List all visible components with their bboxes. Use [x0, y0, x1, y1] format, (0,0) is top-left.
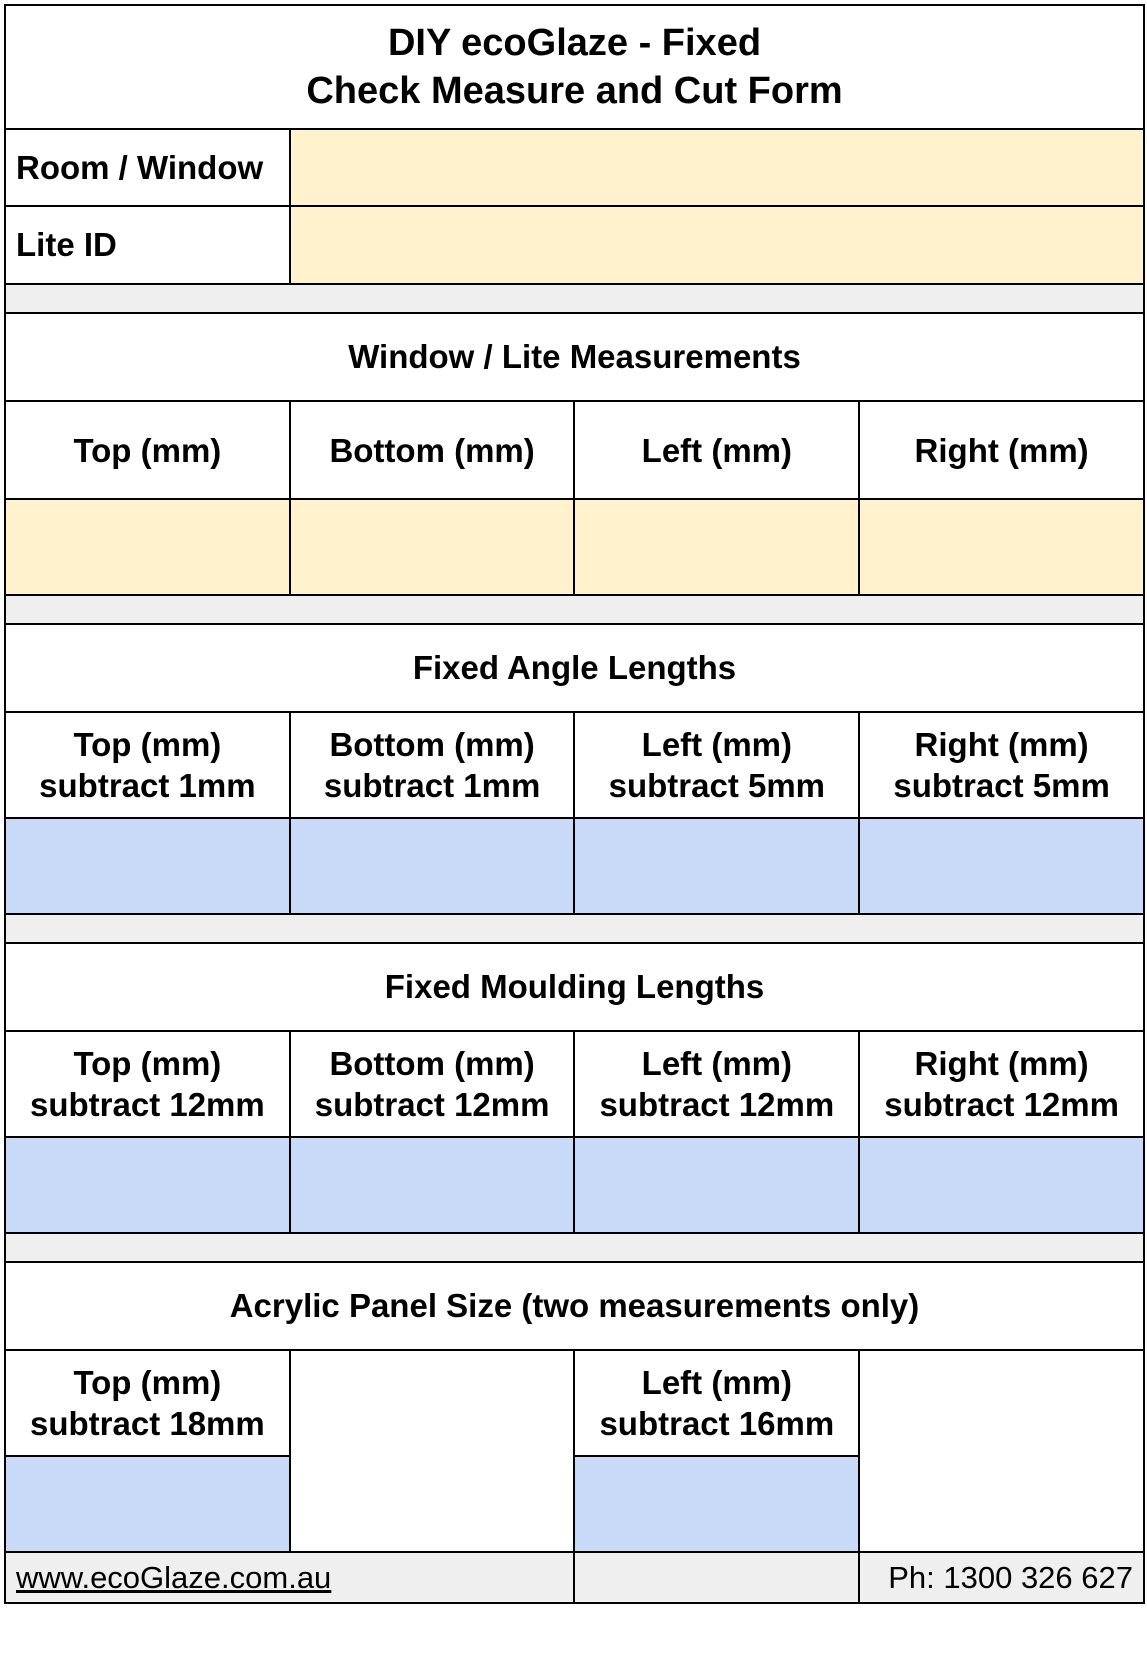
measure-cut-form	[4, 4, 1145, 1604]
acrylic-col-top	[5, 1350, 290, 1456]
room-window-input[interactable]	[290, 129, 1144, 206]
angle-col-left-note: subtract 5mm	[608, 767, 826, 804]
window-lite-col-bottom: Bottom (mm)	[290, 401, 575, 499]
section-divider	[5, 1233, 1144, 1262]
moulding-col-left	[574, 1031, 859, 1137]
moulding-col-right	[859, 1031, 1144, 1137]
moulding-col-right-note: subtract 12mm	[884, 1086, 1119, 1123]
angle-bottom-cell[interactable]	[290, 818, 575, 914]
angle-col-right	[859, 712, 1144, 818]
acrylic-col-left	[574, 1350, 859, 1456]
moulding-right-cell[interactable]	[859, 1137, 1144, 1233]
angle-right-cell[interactable]	[859, 818, 1144, 914]
window-lite-left-input[interactable]	[574, 499, 859, 595]
window-lite-top-input[interactable]	[5, 499, 290, 595]
moulding-col-top-note: subtract 12mm	[29, 1086, 265, 1123]
angle-left-cell[interactable]	[574, 818, 859, 914]
window-lite-bottom-input[interactable]	[290, 499, 575, 595]
moulding-col-right-name: Right (mm)	[914, 1045, 1089, 1082]
window-lite-right-input[interactable]	[859, 499, 1144, 595]
moulding-left-cell[interactable]	[574, 1137, 859, 1233]
section-divider	[5, 595, 1144, 624]
moulding-top-cell[interactable]	[5, 1137, 290, 1233]
moulding-col-top-name: Top (mm)	[73, 1045, 222, 1082]
section-divider	[5, 914, 1144, 943]
moulding-col-left-name: Left (mm)	[641, 1045, 792, 1082]
moulding-col-bottom	[290, 1031, 575, 1137]
acrylic-blank-cell	[290, 1350, 575, 1552]
lite-id-label: Lite ID	[5, 206, 290, 284]
angle-col-right-name: Right (mm)	[914, 726, 1089, 763]
form-title-line1: DIY ecoGlaze - Fixed	[387, 22, 762, 64]
angle-col-bottom	[290, 712, 575, 818]
angle-heading: Fixed Angle Lengths	[5, 624, 1144, 712]
angle-col-top-name: Top (mm)	[73, 726, 222, 763]
moulding-col-left-note: subtract 12mm	[599, 1086, 835, 1123]
angle-col-top	[5, 712, 290, 818]
moulding-col-top	[5, 1031, 290, 1137]
room-window-label: Room / Window	[5, 129, 290, 206]
footer-spacer	[574, 1552, 859, 1603]
acrylic-col-left-note: subtract 16mm	[599, 1405, 835, 1442]
section-divider	[5, 284, 1144, 313]
moulding-bottom-cell[interactable]	[290, 1137, 575, 1233]
acrylic-top-cell[interactable]	[5, 1456, 290, 1552]
phone-number: Ph: 1300 326 627	[859, 1552, 1144, 1603]
acrylic-heading: Acrylic Panel Size (two measurements only)	[5, 1262, 1144, 1350]
angle-col-bottom-note: subtract 1mm	[323, 767, 541, 804]
angle-col-bottom-name: Bottom (mm)	[329, 726, 535, 763]
window-lite-col-right: Right (mm)	[859, 401, 1144, 499]
moulding-heading: Fixed Moulding Lengths	[5, 943, 1144, 1031]
window-lite-heading: Window / Lite Measurements	[5, 313, 1144, 401]
window-lite-col-top: Top (mm)	[5, 401, 290, 499]
angle-col-top-note: subtract 1mm	[39, 767, 256, 804]
acrylic-left-cell[interactable]	[574, 1456, 859, 1552]
moulding-col-bottom-note: subtract 12mm	[314, 1086, 550, 1123]
angle-col-left	[574, 712, 859, 818]
website-link[interactable]: www.ecoGlaze.com.au	[5, 1552, 574, 1603]
angle-col-right-note: subtract 5mm	[893, 767, 1110, 804]
moulding-col-bottom-name: Bottom (mm)	[329, 1045, 535, 1082]
acrylic-blank-cell	[859, 1350, 1144, 1552]
angle-col-left-name: Left (mm)	[641, 726, 792, 763]
acrylic-col-top-name: Top (mm)	[73, 1364, 222, 1401]
form-title-line2: Check Measure and Cut Form	[306, 70, 843, 112]
window-lite-col-left: Left (mm)	[574, 401, 859, 499]
angle-top-cell[interactable]	[5, 818, 290, 914]
acrylic-col-top-note: subtract 18mm	[29, 1405, 265, 1442]
form-title	[5, 5, 1144, 129]
lite-id-input[interactable]	[290, 206, 1144, 284]
acrylic-col-left-name: Left (mm)	[641, 1364, 792, 1401]
